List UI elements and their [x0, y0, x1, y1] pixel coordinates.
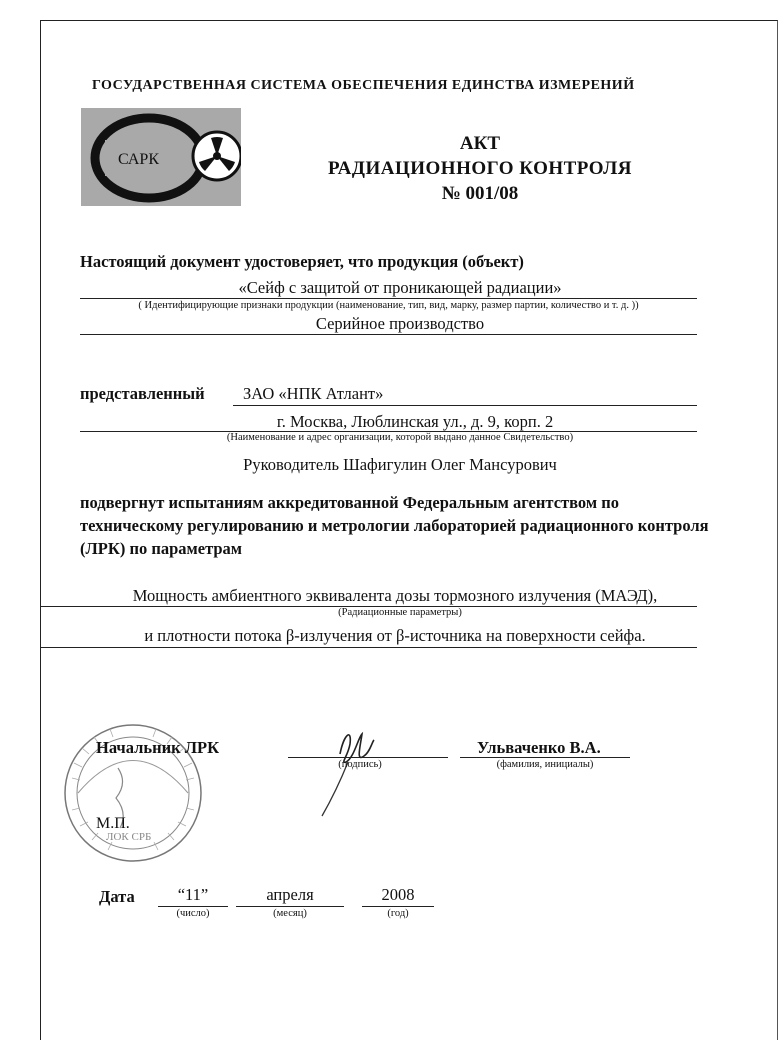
- signature-caption: (подпись): [338, 759, 382, 770]
- act-title: АКТ: [459, 133, 501, 154]
- signature-role: Начальник ЛРК: [96, 738, 220, 757]
- date-month: апреля: [266, 885, 314, 904]
- statement-intro: Настоящий документ удостоверяет, что продукция (объект): [80, 252, 524, 271]
- presenter-caption: (Наименование и адрес организации, которой выдано данное Свидетельство): [226, 432, 574, 443]
- product-name: «Сейф с защитой от проникающей радиации»: [238, 278, 562, 297]
- date-day: “11”: [177, 885, 209, 904]
- tested-text: подвергнут испытаниям аккредитованной Федеральным агентством по техническому регулированию и метрологии лабораторией радиационного контроля (ЛРК) по параметрам: [80, 493, 709, 558]
- radiation-trefoil-icon: [81, 108, 241, 206]
- date-label: Дата: [99, 887, 135, 906]
- logo: [81, 108, 241, 206]
- date-day-caption: (число): [176, 908, 210, 919]
- system-title: ГОСУДАРСТВЕННАЯ СИСТЕМА ОБЕСПЕЧЕНИЯ ЕДИНСТВА ИЗМЕРЕНИЙ: [92, 78, 635, 93]
- parameter-1: Мощность амбиентного эквивалента дозы тормозного излучения (МАЭД),: [132, 586, 658, 605]
- date-year: 2008: [381, 885, 415, 904]
- date-month-caption: (месяц): [273, 908, 307, 919]
- date-year-caption: (год): [387, 908, 409, 919]
- stamp-mark: М.П.: [96, 815, 130, 832]
- signer-name: Ульваченко В.А.: [477, 738, 601, 757]
- act-subtitle: РАДИАЦИОННОГО КОНТРОЛЯ: [327, 158, 633, 179]
- parameter-caption: (Радиационные параметры): [338, 607, 462, 618]
- stamp-text: ЛОК СРБ: [106, 831, 152, 843]
- act-number: № 001/08: [441, 183, 519, 204]
- production-type: Серийное производство: [315, 314, 485, 333]
- presenter-head: Руководитель Шафигулин Олег Мансурович: [243, 455, 557, 474]
- logo-text: САРК: [118, 151, 159, 168]
- parameter-2: и плотности потока β-излучения от β-источника на поверхности сейфа.: [144, 626, 646, 645]
- presenter-address: г. Москва, Люблинская ул., д. 9, корп. 2: [276, 412, 554, 431]
- signer-name-caption: (фамилия, инициалы): [496, 759, 594, 770]
- presenter-org: ЗАО «НПК Атлант»: [243, 384, 384, 403]
- presenter-label: представленный: [80, 384, 205, 403]
- product-caption: ( Идентифицирующие признаки продукции (наименование, тип, вид, марку, размер партии, количество и т. д. )): [138, 300, 639, 311]
